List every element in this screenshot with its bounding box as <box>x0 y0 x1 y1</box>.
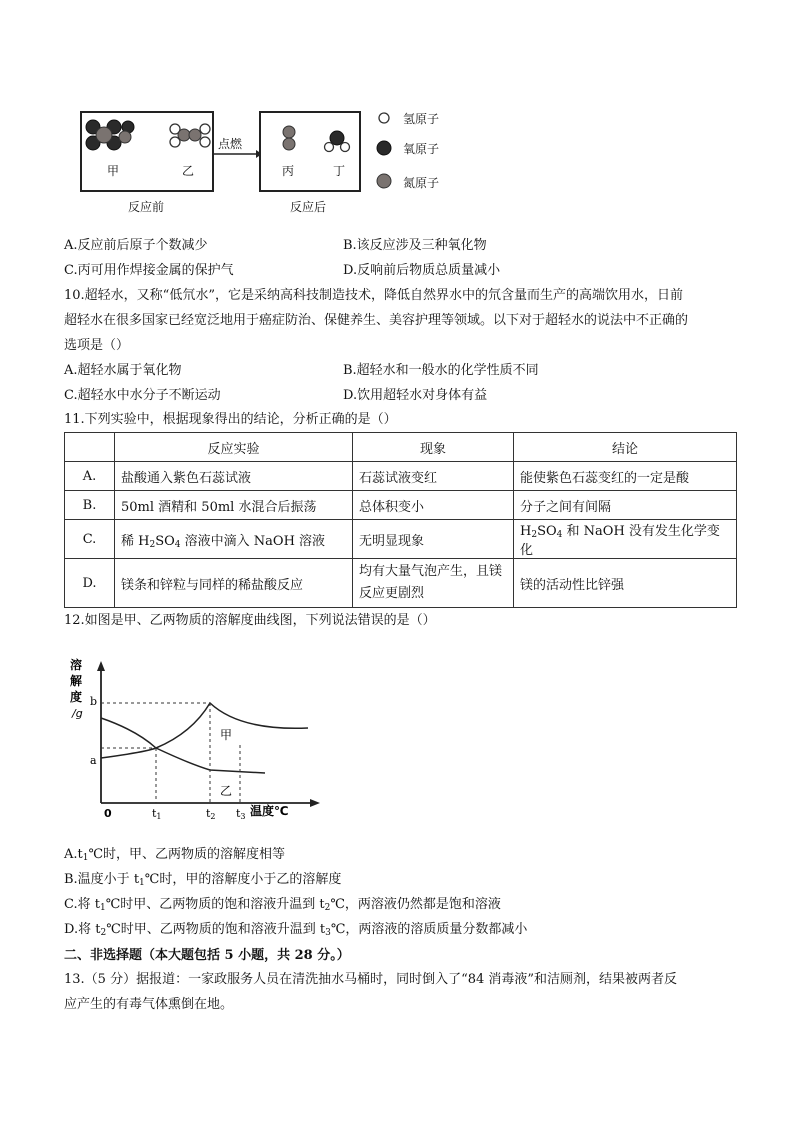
q12-option-d: D.将 $t_2℃$时甲、乙两物质的饱和溶液升温到 $t_3℃$，两溶液的溶质质量分数都减小 <box>64 922 528 938</box>
x-label: 温度℃ <box>250 804 289 818</box>
label-ignite: 点燃 <box>218 137 243 151</box>
row-conclusion: 镁的活动性比锌强 <box>514 559 737 608</box>
section-title: 二、非选择题（本大题包括 5 小题，共 28 分。） <box>64 948 350 963</box>
row-phenomenon: 无明显现象 <box>353 520 514 559</box>
row-conclusion: 能使紫色石蕊变红的一定是酸 <box>514 462 737 491</box>
experiment-table <box>64 432 737 608</box>
molecule-yi <box>170 124 210 147</box>
q12-option-c: C.将 $t_1℃$时甲、乙两物质的饱和溶液升温到 $t_2℃$，两溶液仍然都是饱和溶液 <box>64 897 501 913</box>
series-jia-line <box>101 703 308 758</box>
label-after: 反应后 <box>290 200 327 214</box>
legend-n: 氮原子 <box>403 176 440 190</box>
x-tick-t2: t2 <box>206 807 216 821</box>
y-tick-a: a <box>90 754 97 767</box>
table-row <box>65 462 737 491</box>
row-experiment: 镁条和锌粒与同样的稀盐酸反应 <box>115 559 353 608</box>
row-id: B. <box>65 491 115 520</box>
q13-line1: 13.（5 分）据报道：一家政服务人员在清洗抽水马桶时，同时倒入了“84 消毒液”和洁厕剂，结果被两者反 <box>64 972 678 987</box>
row-phenomenon: 总体积变小 <box>353 491 514 520</box>
product-molecules <box>259 111 361 192</box>
q10-stem-line1: 10.超轻水，又称“低氘水”，它是采纳高科技制造技术，降低自然界水中的氘含量而生产的高端饮用水，日前 <box>64 288 683 303</box>
y-label-1: 溶 <box>70 658 83 672</box>
q9-option-c: C.丙可用作焊接金属的保护气 <box>64 263 234 278</box>
legend-o: 氧原子 <box>403 142 440 156</box>
q12-option-b: B.温度小于 $t_1℃$时，甲的溶解度小于乙的溶解度 <box>64 872 342 888</box>
row-conclusion: 分子之间有间隔 <box>514 491 737 520</box>
q10-option-d: D.饮用超轻水对身体有益 <box>343 388 488 403</box>
y-tick-b: b <box>90 695 98 708</box>
series-label-jia: 甲 <box>220 728 233 742</box>
label-yi: 乙 <box>182 164 195 178</box>
row-id: A. <box>65 462 115 491</box>
y-label-2: 解 <box>70 674 83 688</box>
table-row <box>65 559 737 608</box>
label-ding: 丁 <box>333 164 346 178</box>
row-phenomenon: 均有大量气泡产生，且镁 反应更剧烈 <box>353 559 514 608</box>
molecule-bing <box>283 126 295 150</box>
q13-line2: 应产生的有毒气体熏倒在地。 <box>64 997 234 1012</box>
q12-option-a: $A.t_1℃$时，甲、乙两物质的溶解度相等 <box>64 847 286 863</box>
q10-option-c: C.超轻水中水分子不断运动 <box>64 388 221 403</box>
y-label-4: /g <box>72 707 83 720</box>
q11-stem: 11.下列实验中，根据现象得出的结论，分析正确的是（） <box>64 412 397 427</box>
table-header: 反应实验 <box>115 433 353 462</box>
molecule-ding <box>325 131 350 152</box>
legend-h: 氢原子 <box>403 112 440 126</box>
legend-atoms <box>376 108 396 190</box>
table-header <box>65 433 115 462</box>
table-header-row <box>65 433 737 462</box>
y-label-3: 度 <box>70 690 83 704</box>
x-tick-t3: t3 <box>236 807 246 821</box>
q9-option-a: A.反应前后原子个数减少 <box>64 238 208 253</box>
q9-option-d: D.反响前后物质总质量减小 <box>343 263 501 278</box>
row-experiment: 50ml 酒精和 50ml 水混合后振荡 <box>115 491 353 520</box>
table-row <box>65 491 737 520</box>
q10-stem-line2: 超轻水在很多国家已经宽泛地用于癌症防治、保健养生、美容护理等领域。以下对于超轻水的说法中不正确的 <box>64 313 689 328</box>
row-experiment: 稀 $H_2SO_4$ 溶液中滴入 NaOH 溶液 <box>115 520 353 559</box>
q9-option-b: B.该反应涉及三种氧化物 <box>343 238 487 253</box>
x-tick-0: 0 <box>104 807 112 820</box>
solubility-chart <box>64 655 324 830</box>
row-id: C. <box>65 520 115 559</box>
reaction-arrow <box>212 148 264 160</box>
series-label-yi: 乙 <box>220 784 233 798</box>
molecule-jia <box>86 120 134 150</box>
q10-option-a: A.超轻水属于氧化物 <box>64 363 182 378</box>
row-phenomenon: 石蕊试液变红 <box>353 462 514 491</box>
label-jia: 甲 <box>107 164 120 178</box>
x-tick-t1: t1 <box>152 807 162 821</box>
q12-stem: 12.如图是甲、乙两物质的溶解度曲线图，下列说法错误的是（） <box>64 613 436 628</box>
label-bing: 丙 <box>282 164 295 178</box>
table-header: 结论 <box>514 433 737 462</box>
table-header: 现象 <box>353 433 514 462</box>
q10-option-b: B.超轻水和一般水的化学性质不同 <box>343 363 539 378</box>
row-conclusion: $H_2SO_4$ 和 NaOH 没有发生化学变化 <box>514 520 737 559</box>
q10-stem-line3: 选项是（） <box>64 338 130 353</box>
label-before: 反应前 <box>128 200 165 214</box>
row-experiment: 盐酸通入紫色石蕊试液 <box>115 462 353 491</box>
row-id: D. <box>65 559 115 608</box>
table-row <box>65 520 737 559</box>
